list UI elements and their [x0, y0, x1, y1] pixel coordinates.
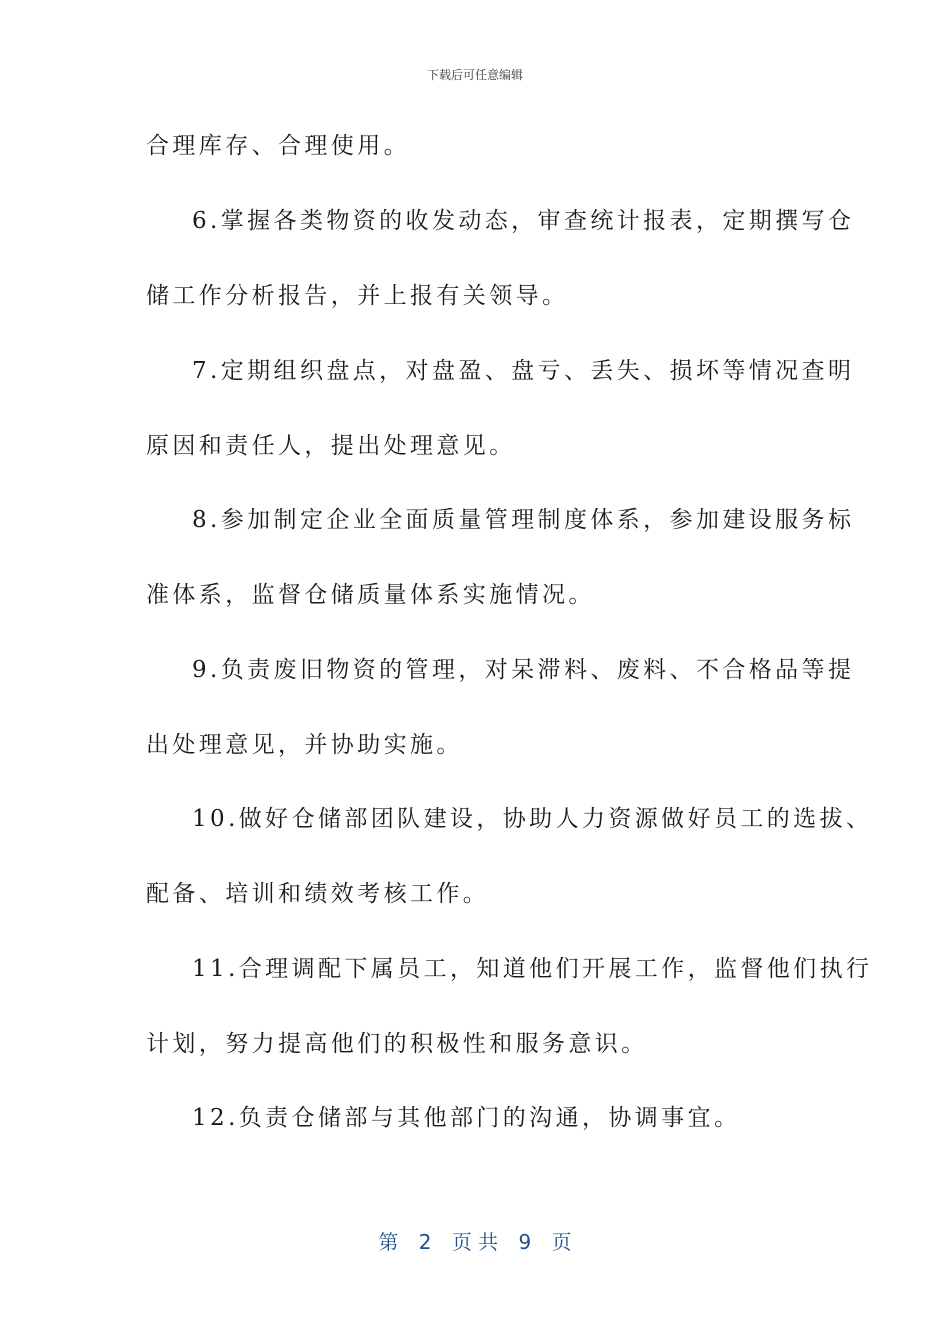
- footer-middle: 页 共: [451, 1230, 499, 1254]
- footer-prefix: 第: [378, 1230, 399, 1254]
- paragraph-line: 计划，努力提高他们的积极性和服务意识。: [146, 1031, 648, 1057]
- paragraph-line: 7.定期组织盘点，对盘盈、盘亏、丢失、损坏等情况查明: [192, 358, 855, 384]
- paragraph-line: 原因和责任人，提出处理意见。: [146, 433, 516, 459]
- paragraph-line: 12.负责仓储部与其他部门的沟通，协调事宜。: [192, 1105, 741, 1131]
- footer-suffix: 页: [551, 1230, 572, 1254]
- paragraph-line: 储工作分析报告，并上报有关领导。: [146, 283, 569, 309]
- paragraph-line: 6.掌握各类物资的收发动态，审查统计报表，定期撰写仓: [192, 208, 855, 234]
- paragraph-line: 准体系，监督仓储质量体系实施情况。: [146, 582, 595, 608]
- paragraph-line: 出处理意见，并协助实施。: [146, 732, 463, 758]
- paragraph-line: 10.做好仓储部团队建设，协助人力资源做好员工的选拔、: [192, 806, 873, 832]
- paragraph-line: 9.负责废旧物资的管理，对呆滞料、废料、不合格品等提: [192, 657, 855, 683]
- total-page-count: 9: [518, 1230, 532, 1254]
- paragraph-line: 合理库存、合理使用。: [146, 133, 410, 159]
- paragraph-line: 8.参加制定企业全面质量管理制度体系，参加建设服务标: [192, 507, 855, 533]
- paragraph-line: 11.合理调配下属员工，知道他们开展工作，监督他们执行: [192, 956, 873, 982]
- current-page-number: 2: [418, 1230, 432, 1254]
- page-header: 下载后可任意编辑: [426, 68, 523, 82]
- page-footer: [0, 1226, 950, 1255]
- paragraph-line: 配备、培训和绩效考核工作。: [146, 881, 490, 907]
